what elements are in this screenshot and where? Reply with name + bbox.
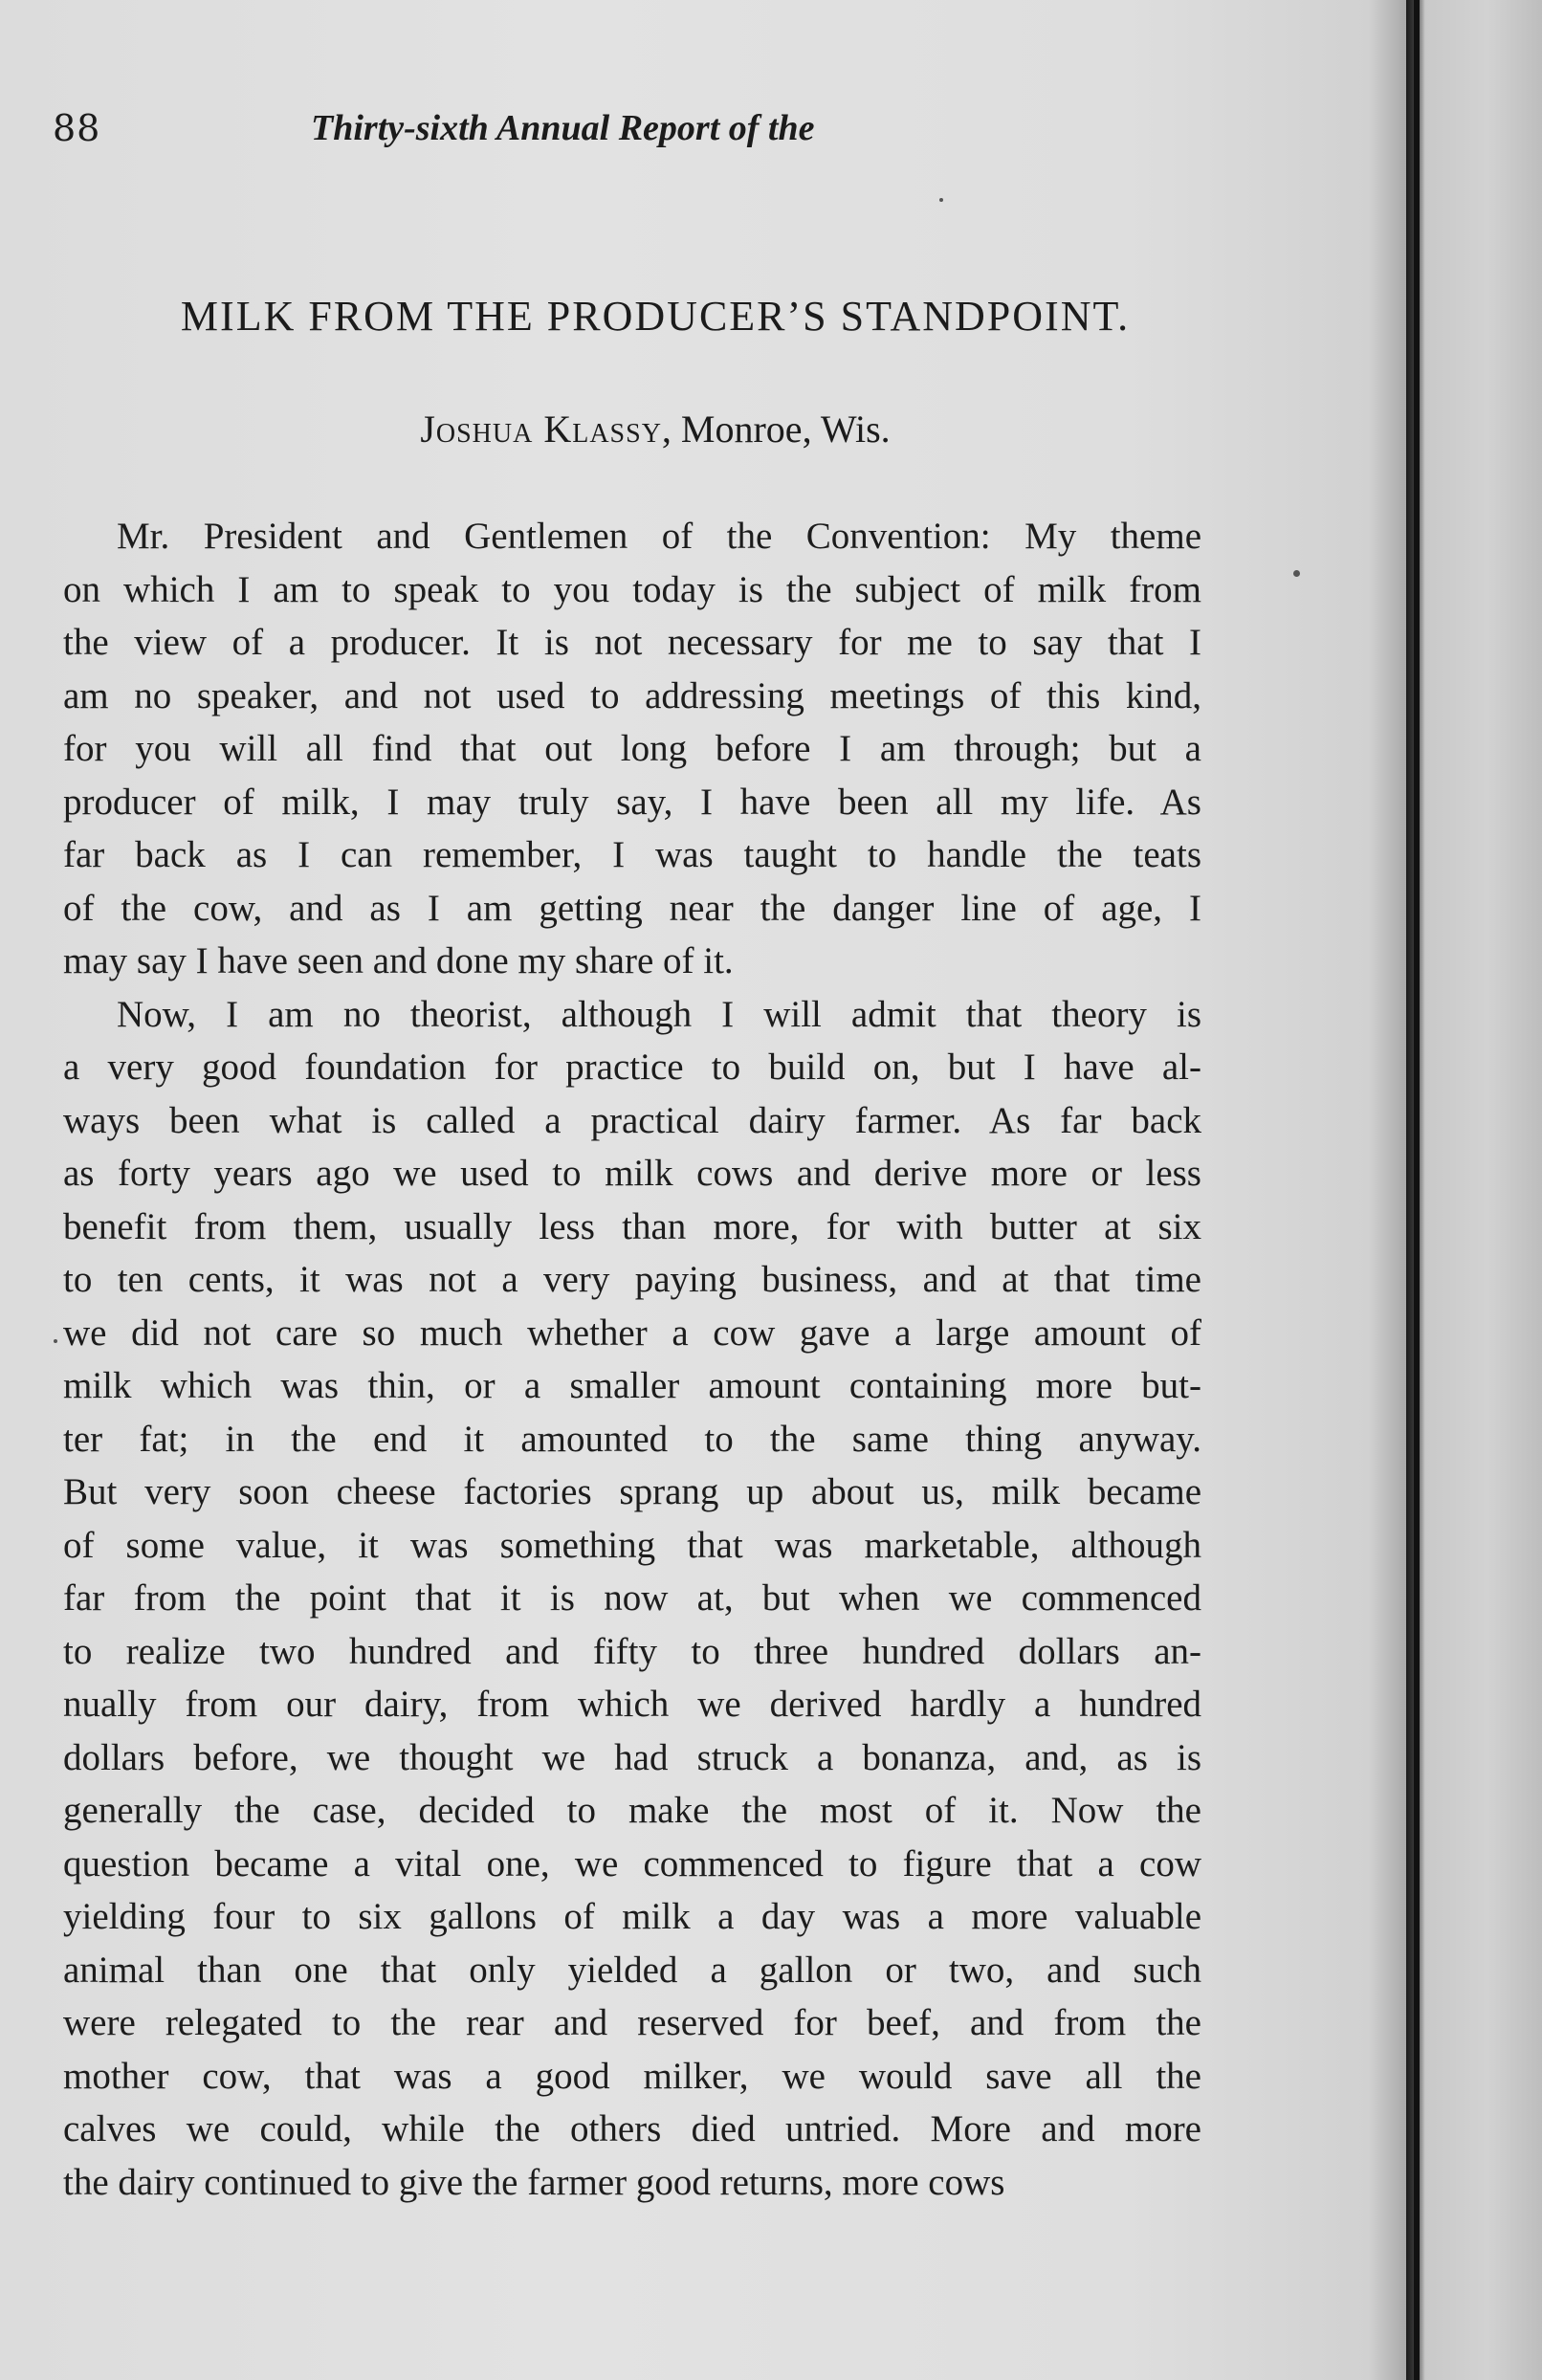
binding-shadow [1368,0,1406,2380]
text-line: Mr. President and Gentlemen of the Convention: My theme [117,516,1201,557]
spine-edge [1414,0,1420,2380]
text-line: yielding four to six gallons of milk a day was a more valuable [63,1896,1201,1937]
text-line: may say I have seen and done my share of it. [63,940,734,981]
text-line: of the cow, and as I am getting near the danger line of age, I [63,887,1201,929]
text-line: ways been what is called a practical dairy farmer. As far back [63,1099,1201,1141]
text-line: as forty years ago we used to milk cows and derive more or less [63,1153,1201,1194]
article-title: MILK FROM THE PRODUCER’S STANDPOINT. [180,293,1131,340]
text-line: animal than one that only yielded a gallon or two, and such [63,1949,1201,1991]
text-line: the dairy continued to give the farmer good returns, more cows [63,2161,1005,2203]
paper-speck [1293,570,1300,577]
text-line: mother cow, that was a good milker, we would save all the [63,2055,1201,2097]
running-title: Thirty-sixth Annual Report of the [311,108,815,148]
text-line: Now, I am no theorist, although I will admit that theory is [117,993,1201,1035]
text-line: to realize two hundred and fifty to three hundred dollars an- [63,1630,1201,1672]
text-line: calves we could, while the others died untried. More and more [63,2108,1201,2149]
text-line: am no speaker, and not used to addressing meetings of this kind, [63,674,1201,716]
running-head [53,107,1201,165]
paper-speck [54,1339,57,1343]
text-line: a very good foundation for practice to build on, but I have al- [63,1047,1201,1088]
text-line: nually from our dairy, from which we derived hardly a hundred [63,1684,1201,1725]
author-line [57,407,1253,452]
author-location: , Monroe, Wis. [661,408,891,451]
text-line: for you will all find that out long before I am through; but a [63,728,1201,769]
book-spine [1406,0,1542,2380]
text-line: on which I am to speak to you today is the subject of milk from [63,568,1201,610]
text-line: But very soon cheese factories sprang up about us, milk became [63,1471,1201,1512]
text-line: question became a vital one, we commenced to figure that a cow [63,1842,1201,1884]
text-line: generally the case, decided to make the most of it. Now the [63,1790,1201,1831]
text-line: dollars before, we thought we had struck a bonanza, and, as is [63,1736,1201,1778]
author-name: Joshua Klassy [420,408,662,451]
text-line: we did not care so much whether a cow gave a large amount of [63,1311,1201,1354]
paper-speck [939,198,943,202]
article-body [63,510,1201,2209]
text-line: ter fat; in the end it amounted to the same thing anyway. [63,1418,1201,1460]
text-line: producer of milk, I may truly say, I have been all my life. As [63,781,1201,823]
text-line: milk which was thin, or a smaller amount containing more but- [63,1365,1201,1406]
page-number: 88 [53,107,101,149]
text-line: far from the point that it is now at, but when we commenced [63,1577,1201,1619]
text-line: of some value, it was something that was marketable, although [63,1524,1201,1566]
text-line: were relegated to the rear and reserved for beef, and from the [63,2002,1201,2043]
text-line: the view of a producer. It is not necessary for me to say that I [63,622,1201,663]
text-line: far back as I can remember, I was taught to handle the teats [63,834,1201,875]
text-line: benefit from them, usually less than more, for with butter at six [63,1205,1201,1247]
text-line: to ten cents, it was not a very paying business, and at that time [63,1259,1201,1300]
